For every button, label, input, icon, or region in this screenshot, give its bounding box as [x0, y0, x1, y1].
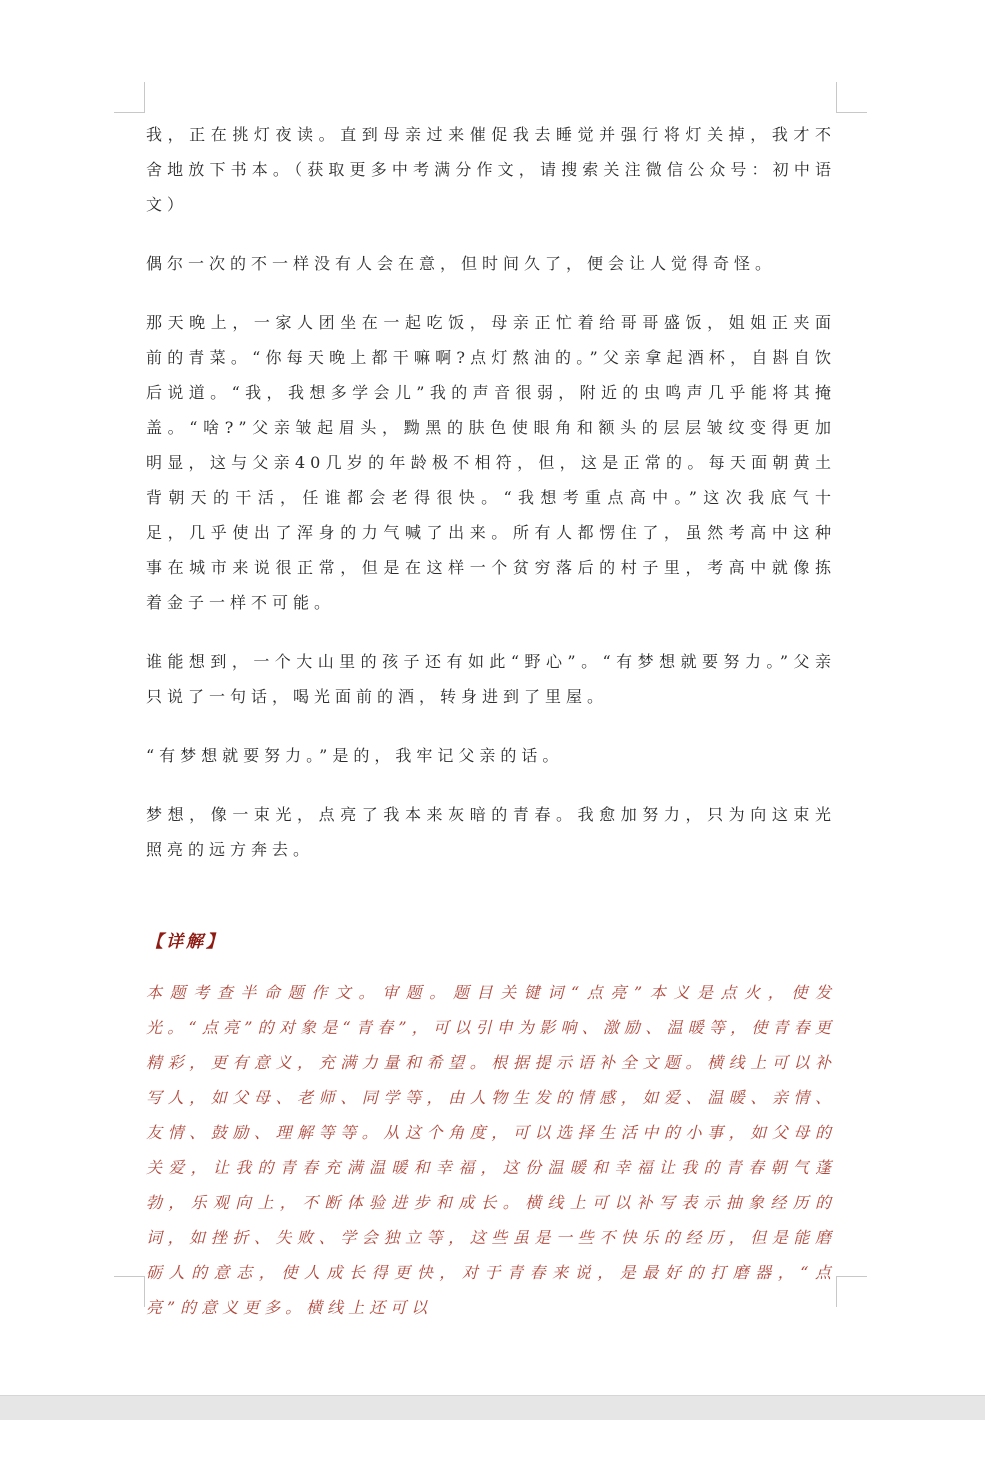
- margin-corner-top-right: [836, 82, 867, 113]
- margin-corner-bottom-left: [114, 1276, 145, 1307]
- page-gap: [0, 1395, 985, 1463]
- paragraph-2: 偶尔一次的不一样没有人会在意，但时间久了，便会让人觉得奇怪。: [146, 254, 777, 273]
- page-separator: [0, 1395, 985, 1420]
- paragraph-5: “有梦想就要努力。”是的，我牢记父亲的话。: [146, 746, 564, 765]
- explain-text: 本题考查半命题作文。审题。题目关键词“点亮”本义是点火，使发光。“点亮”的对象是“青春”，可以引申为影响、激励、温暖等，使青春更精彩，更有意义，充满力量和希望。根据提示语补全文题。横线上可以补写人，如父母、老师、同学等，由人物生发的情感，如爱、温暖、亲情、友情、鼓励、理解等等。从这个角度，可以选择生活中的小事，如父母的关爱，让我的青春充满温暖和幸福，这份温暖和幸福让我的青春朝气蓬勃，乐观向上，不断体验进步和成长。横线上可以补写表示抽象经历的词，如挫折、失败、学会独立等，这些虽是一些不快乐的经历，但是能磨砺人的意志，使人成长得更快，对于青春来说，是最好的打磨器，“点亮”的意义更多。横线上还可以: [146, 983, 836, 1317]
- margin-corner-top-left: [114, 82, 145, 113]
- document-body[interactable]: [146, 117, 836, 1317]
- margin-corner-bottom-right: [836, 1276, 867, 1307]
- explain-heading: 【详解】: [146, 932, 226, 952]
- paragraph-1: 我，正在挑灯夜读。直到母亲过来催促我去睡觉并强行将灯关掉，我才不舍地放下书本。（获取更多中考满分作文，请搜索关注微信公众号：初中语文）: [146, 125, 836, 214]
- paragraph-6: 梦想，像一束光，点亮了我本来灰暗的青春。我愈加努力，只为向这束光照亮的远方奔去。: [146, 805, 836, 859]
- paragraph-3: 那天晚上，一家人团坐在一起吃饭，母亲正忙着给哥哥盛饭，姐姐正夹面前的青菜。“你每天晚上都干嘛啊?点灯熬油的。”父亲拿起酒杯，自斟自饮后说道。“我，我想多学会儿”我的声音很弱，附近的虫鸣声几乎能将其掩盖。“啥?”父亲皱起眉头，黝黑的肤色使眼角和额头的层层皱纹变得更加明显，这与父亲40几岁的年龄极不相符，但，这是正常的。每天面朝黄土背朝天的干活，任谁都会老得很快。“我想考重点高中。”这次我底气十足，几乎使出了浑身的力气喊了出来。所有人都愣住了，虽然考高中这种事在城市来说很正常，但是在这样一个贫穷落后的村子里，考高中就像拣着金子一样不可能。: [146, 313, 836, 612]
- paragraph-4: 谁能想到，一个大山里的孩子还有如此“野心”。“有梦想就要努力。”父亲只说了一句话，喝光面前的酒，转身进到了里屋。: [146, 652, 836, 706]
